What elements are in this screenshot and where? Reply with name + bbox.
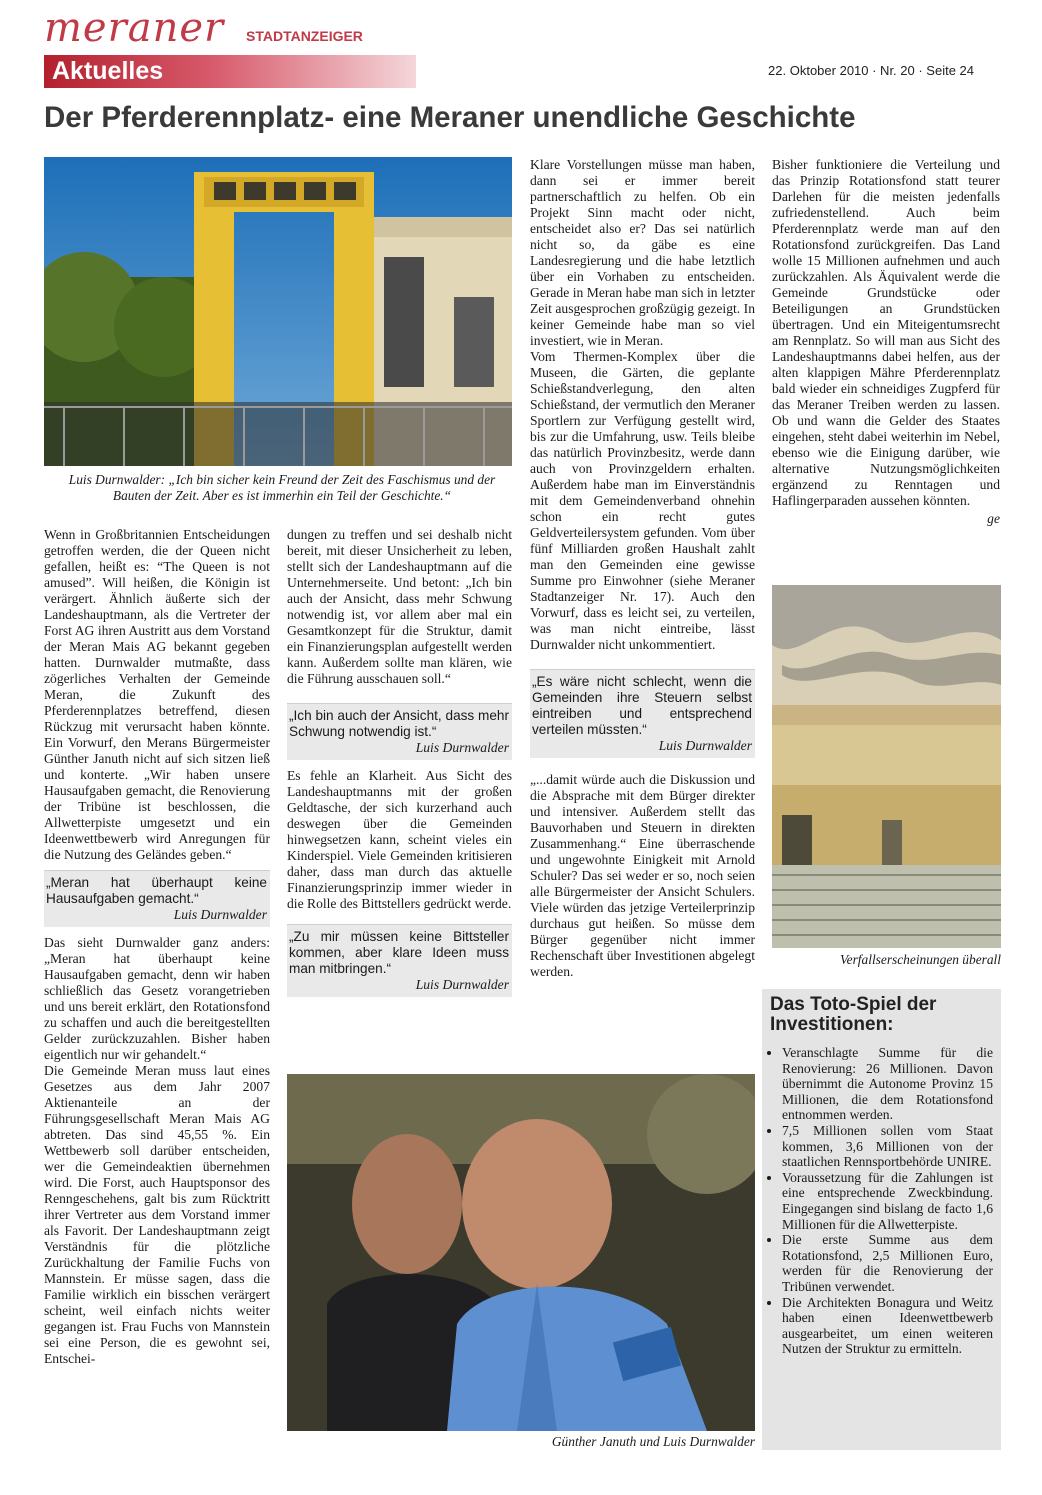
- quote-author: Luis Durnwalder: [415, 740, 509, 755]
- photo-caption: Luis Durnwalder: „Ich bin sicher kein Freund der Zeit des Faschismus und der Bauten der Zeit. Aber es ist immerhin ein Teil der Geschichte.“: [68, 472, 496, 503]
- brand-logo: meraner: [44, 5, 225, 51]
- paragraph: Das sieht Durnwalder ganz anders: „Meran hat überhaupt keine Hausaufgaben gemacht, denn wir haben schließlich das Gesetz vorangetrieben und uns bereit erklärt, den Rotationsfond zu schaffen und auch die bereitgestellten Gelder zurückzuzahlen. Bisher haben eigentlich nur wir gehandelt.“: [44, 935, 270, 1062]
- quote-text: „Zu mir müssen keine Bittsteller kommen, aber klare Ideen muss man mitbringen.“: [289, 929, 509, 976]
- article-column-4: [772, 157, 1000, 527]
- paragraph: „...damit würde auch die Diskussion und die Absprache mit dem Bürger direkter und intensiver. Außerdem stellt das Bauvorhaben und Steuern in direkten Zusammenhang.“ Eine überraschende und ungewohnte Einigkeit mit Arnold Schuler? Das sei weder er so, noch seien alle Bürgermeister der Ansicht Schulers. Viele würden das jetzige Verteilerprinzip durchaus gut heißen. So müsse dem Bürger gegenüber nicht immer Rechenschaft über Investitionen abgelegt werden.: [530, 772, 755, 979]
- paragraph: Bisher funktioniere die Verteilung und das Prinzip Rotationsfond statt teurer Darlehen für die meisten jedenfalls zufriedenstellend. Auch beim Pferderennplatz werde man auf den Rotationsfond zurückgreifen. Das Land wolle 15 Millionen aufnehmen und auch zurückzahlen. Als Äquivalent werde die Gemeinde Grundstücke oder Beteiligungen an Grundstücken übertragen. Und ein Miteigentumsrecht am Rennplatz. So will man aus Sicht des Landeshauptmanns dabei helfen, aus der alten klappigen Mähre Pferderennplatz bald wieder ein schneidiges Zugpferd für das Meraner Treiben werden zu lassen. Ob und wann die Gelder des Staates eingehen, steht dabei weiterhin im Nebel, ebenso wie die Einigung darüber, wie alternative Nutzungsmöglichkeiten ergänzend zu Renntagen und Haflingerparaden aussehen könnten.: [772, 157, 1000, 508]
- photo-caption: Verfallserscheinungen überall: [839, 952, 1001, 967]
- paragraph: dungen zu treffen und sei deshalb nicht bereit, mit dieser Unsicherheit zu leben, stellt sich der Landeshauptmann auf die Unternehmerseite. Und betont: „Ich bin auch der Ansicht, dass mehr Schwung notwendig ist, vor allem aber mal ein Gesamtkonzept für die Struktur, damit ein Finanzierungsplan aufgestellt werden kann. Außerdem sollte man klären, wie die Führung ausschauen soll.“: [287, 527, 512, 686]
- quote-author: Luis Durnwalder: [658, 738, 752, 753]
- paragraph: Klare Vorstellungen müsse man haben, dann sei er immer bereit partnerschaftlich zu helfen. Ob ein Projekt Sinn macht oder nicht, entscheidet also er? Das sei natürlich nicht so, da gäbe es eine Landesregierung und die habe letztlich über ein Vorhaben zu entscheiden. Gerade in Meran habe man sich in letzter Zeit ausgesprochen großzügig gezeigt. In keiner Gemeinde habe man so viel investiert, wie in Meran.: [530, 157, 755, 348]
- article-column-3: [530, 157, 755, 980]
- photo-caption: Günther Januth und Luis Durnwalder: [551, 1434, 755, 1449]
- dateline: 22. Oktober 2010 · Nr. 20 · Seite 24: [768, 63, 974, 78]
- info-box-list: [762, 1045, 1001, 1357]
- list-item: • Voraussetzung für die Zahlungen ist eine entsprechende Zweckbindung. Eingegangen sind bislang de facto 1,6 Millionen für die Allwetterpiste.: [782, 1170, 993, 1232]
- info-box-title: Das Toto-Spiel der Investitionen:: [770, 994, 937, 1035]
- pull-quote: [44, 870, 270, 927]
- author-initials: ge: [987, 511, 1000, 526]
- list-item: • Die Architekten Bonagura und Weitz haben einen Ideenwettbewerb ausgearbeitet, um einen weiteren Nutzen der Struktur zu ermitteln.: [782, 1295, 993, 1357]
- grandstand-photo: [44, 157, 512, 466]
- pull-quote: [287, 703, 512, 760]
- list-item: • Die erste Summe aus dem Rotationsfond, 2,5 Millionen Euro, werden für die Renovierung der Tribünen verwendet.: [782, 1232, 993, 1294]
- paragraph: Wenn in Großbritannien Entscheidungen getroffen werden, die der Queen nicht gefallen, heißt es: “The Queen is not amused”. Will heißen, die Königin ist verärgert. Ähnlich äußerte sich der Landeshauptmann, als die Vertreter der Forst AG ihren Austritt aus dem Vorstand der Meran Mais AG bekannt gegeben hatten. Durnwalder mutmaßte, dass zögerliches Verhalten der Gemeinde Meran, die Zukunft des Pferderennplatzes betreffend, diesen Rückzug mit verursacht haben könnte. Ein Vorwurf, den Merans Bürgermeister Günther Januth nicht auf sich sitzen ließ und konterte. „Wir haben unsere Hausaufgaben gemacht, die Renovierung der Tribüne ist beschlossen, die Allwetterpiste umgesetzt und ein Ideenwettbewerb wird Anregungen für die Nutzung des Geländes geben.“: [44, 527, 270, 862]
- article-column-2: [287, 527, 512, 997]
- quote-text: „Meran hat überhaupt keine Hausaufgaben gemacht.“: [46, 875, 267, 906]
- paragraph: Vom Thermen-Komplex über die Museen, die Gärten, die geplante Schießstandverlegung, den alten Schießstand, der vermutlich den Meraner Sportlern zur Verfügung gestellt wird, bis zur die Umfahrung, usw. Teils bleibe das natürlich Provinzbesitz, werde dann auch von Provinzgeldern erhalten. Außerdem habe man im Einverständnis mit dem Gemeindenverband ohnehin schon ein recht gutes Geldverteilersystem gefunden. Vom über fünf Milliarden großen Haushalt zahlt man den Gemeinden eine gewisse Summe pro Einwohner (siehe Meraner Stadtanzeiger Nr. 17). Auch den Vorwurf, dass es leicht sei, zu verteilen, was man nicht eintreibe, lässt Durnwalder nicht unkommentiert.: [530, 349, 755, 652]
- quote-text: „Ich bin auch der Ansicht, dass mehr Schwung notwendig ist.“: [289, 708, 509, 739]
- portrait-photo: [287, 1074, 755, 1431]
- quote-author: Luis Durnwalder: [173, 907, 267, 922]
- article-column-1: [44, 527, 270, 1367]
- decay-photo: [772, 585, 1001, 948]
- brand-subtitle: STADTANZEIGER: [246, 28, 363, 44]
- paragraph: Es fehle an Klarheit. Aus Sicht des Landeshauptmanns mit der großen Geldtasche, der sich kurzerhand auch deswegen über die Gemeinden hinwegsetzen kann, scheint vieles ein Kinderspiel. Viele Gemeinden kritisieren daher, dass man durch das aktuelle Finanzierungsprinzip immer wieder in die Rolle des Bittstellers gedrückt werde.: [287, 768, 512, 911]
- headline: Der Pferderennplatz- eine Meraner unendliche Geschichte: [44, 101, 856, 134]
- list-item: • Veranschlagte Summe für die Renovierung: 26 Millionen. Davon übernimmt die Autonome Provinz 15 Millionen, die dem Rotationsfond entnommen werden.: [782, 1045, 993, 1123]
- list-item: • 7,5 Millionen sollen vom Staat kommen, 3,6 Millionen von der staatlichen Rennsportbehörde UNIRE.: [782, 1123, 993, 1170]
- quote-author: Luis Durnwalder: [415, 977, 509, 992]
- pull-quote: [287, 924, 512, 997]
- paragraph: Die Gemeinde Meran muss laut eines Gesetzes aus dem Jahr 2007 Aktienanteile an der Führungsgesellschaft Meran Mais AG abtreten. Das sind 45,55 %. Ein Wettbewerb soll darüber entscheiden, wer die Gemeindeaktien übernehmen wird. Die Forst, auch Hauptsponsor des Renngeschehens, galt bis zum Rücktritt ihrer Vertreter aus dem Vorstand immer als Favorit. Der Landeshauptmann zeigt Verständnis für die plötzliche Zurückhaltung der Familie Fuchs von Mannstein. Er müsse sagen, dass die Familie wirklich ein bisschen verärgert scheint, weil einfach nichts weiter gegangen ist. Frau Fuchs von Mannstein sei eine Person, die es gewohnt sei, Entschei-: [44, 1063, 270, 1366]
- section-title: Aktuelles: [52, 57, 164, 85]
- info-box: [762, 989, 1001, 1450]
- quote-text: „Es wäre nicht schlecht, wenn die Gemeinden ihre Steuern selbst eintreiben und entsprechend verteilen müssten.“: [532, 674, 752, 737]
- pull-quote: [530, 669, 755, 758]
